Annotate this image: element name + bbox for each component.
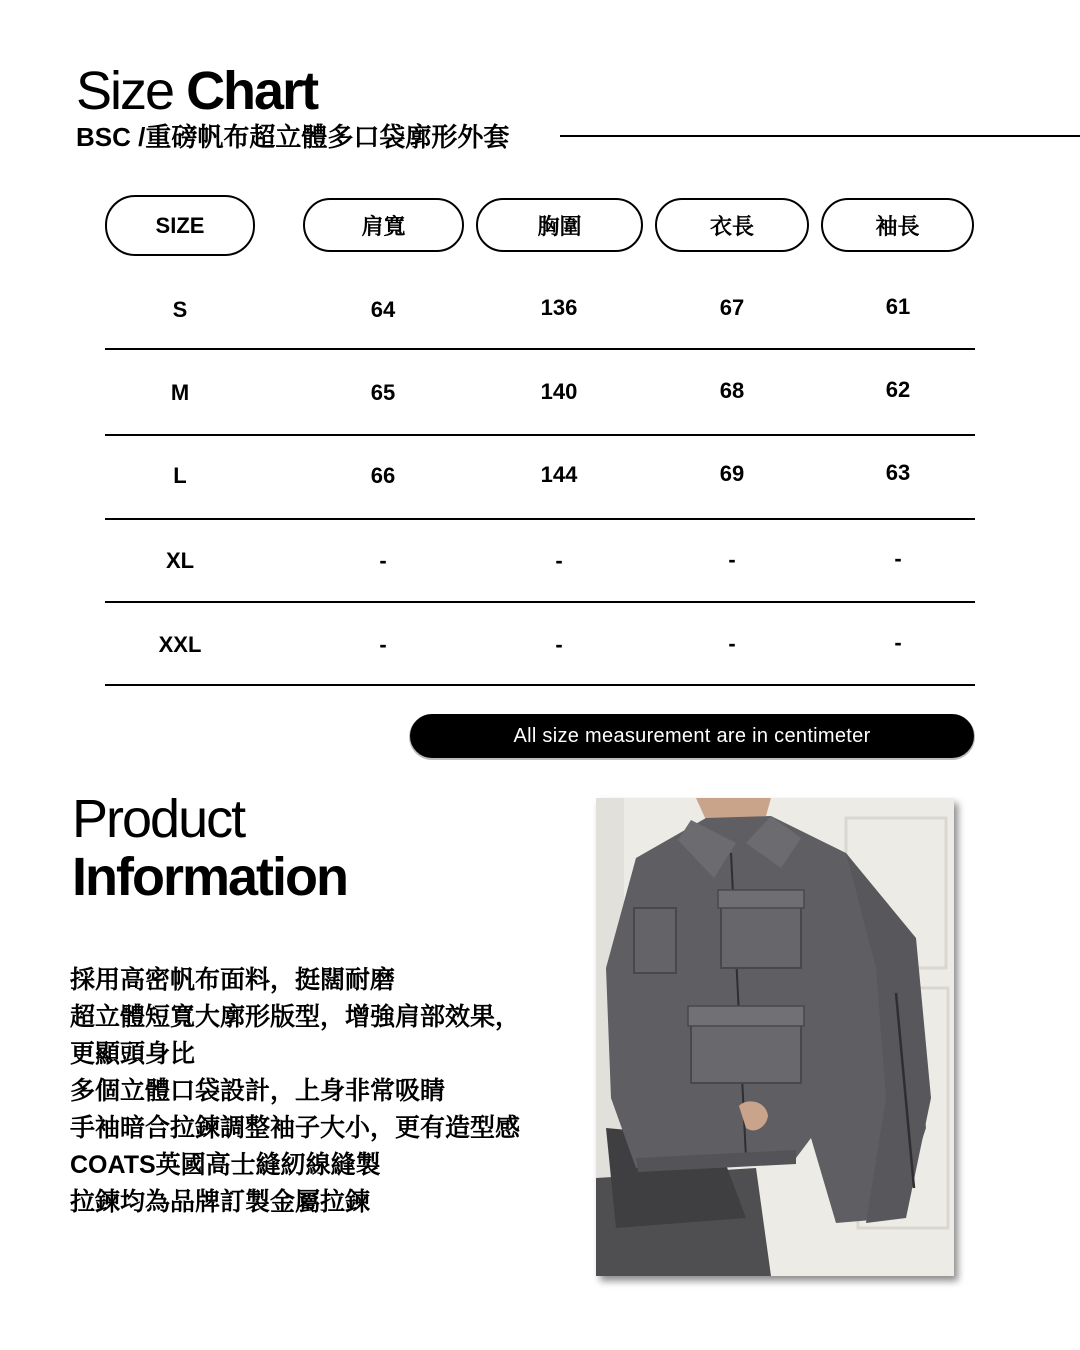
size-header-pill: SIZE	[105, 195, 255, 256]
cell-m-length: 68	[719, 378, 745, 403]
row-divider	[105, 348, 975, 350]
row-size-l: L	[173, 463, 187, 488]
cell-xxl-shoulder: -	[379, 632, 387, 657]
cell-xxl-length: -	[728, 631, 736, 656]
cell-xl-chest: -	[555, 548, 563, 573]
cell-xxl-chest: -	[555, 632, 563, 657]
row-divider	[105, 518, 975, 520]
cell-s-shoulder: 64	[370, 297, 396, 322]
feature-item: 拉鍊均為品牌訂製金屬拉鍊	[70, 1188, 371, 1216]
cell-s-length: 67	[719, 295, 745, 320]
cell-m-chest: 140	[540, 379, 578, 404]
product-subtitle: BSC /重磅帆布超立體多口袋廓形外套	[76, 122, 510, 152]
column-header-sleeve: 袖長	[821, 198, 974, 252]
row-size-m: M	[170, 380, 190, 405]
cell-l-sleeve: 63	[885, 460, 911, 485]
cell-m-shoulder: 65	[370, 380, 396, 405]
cell-s-chest: 136	[540, 295, 578, 320]
column-header-chest: 胸圍	[476, 198, 643, 252]
cell-xxl-sleeve: -	[894, 630, 902, 655]
column-header-length: 衣長	[655, 198, 809, 252]
cell-s-sleeve: 61	[885, 294, 911, 319]
title-bold: Chart	[186, 61, 318, 121]
row-divider	[105, 601, 975, 603]
cell-xl-sleeve: -	[894, 546, 902, 571]
row-size-s: S	[172, 297, 188, 322]
product-info-title-light: Product	[72, 789, 245, 849]
row-size-xl: XL	[165, 548, 195, 573]
cell-m-sleeve: 62	[885, 377, 911, 402]
cell-l-shoulder: 66	[370, 463, 396, 488]
cell-l-length: 69	[719, 461, 745, 486]
row-divider	[105, 684, 975, 686]
unit-note: All size measurement are in centimeter	[410, 714, 974, 758]
feature-item: 採用高密帆布面料，挺闊耐磨	[70, 966, 396, 994]
subtitle-divider	[560, 135, 1080, 137]
row-size-xxl: XXL	[158, 632, 202, 657]
product-info-title-bold: Information	[72, 847, 347, 907]
product-photo	[596, 798, 954, 1276]
feature-list	[70, 962, 520, 1221]
feature-item: 多個立體口袋設計，上身非常吸睛	[70, 1077, 446, 1105]
column-header-shoulder: 肩寬	[303, 198, 464, 252]
title-light: Size	[76, 61, 174, 121]
cell-xl-length: -	[728, 547, 736, 572]
row-divider	[105, 434, 975, 436]
product-info-title	[72, 790, 347, 906]
feature-item: COATS英國高士縫紉線縫製	[70, 1151, 381, 1179]
page-title	[76, 60, 317, 122]
feature-item: 超立體短寬大廓形版型，增強肩部效果，	[70, 1003, 521, 1031]
cell-xl-shoulder: -	[379, 548, 387, 573]
feature-item: 更顯頭身比	[70, 1040, 196, 1068]
feature-item: 手袖暗合拉鍊調整袖子大小，更有造型感	[70, 1114, 521, 1142]
cell-l-chest: 144	[540, 462, 578, 487]
